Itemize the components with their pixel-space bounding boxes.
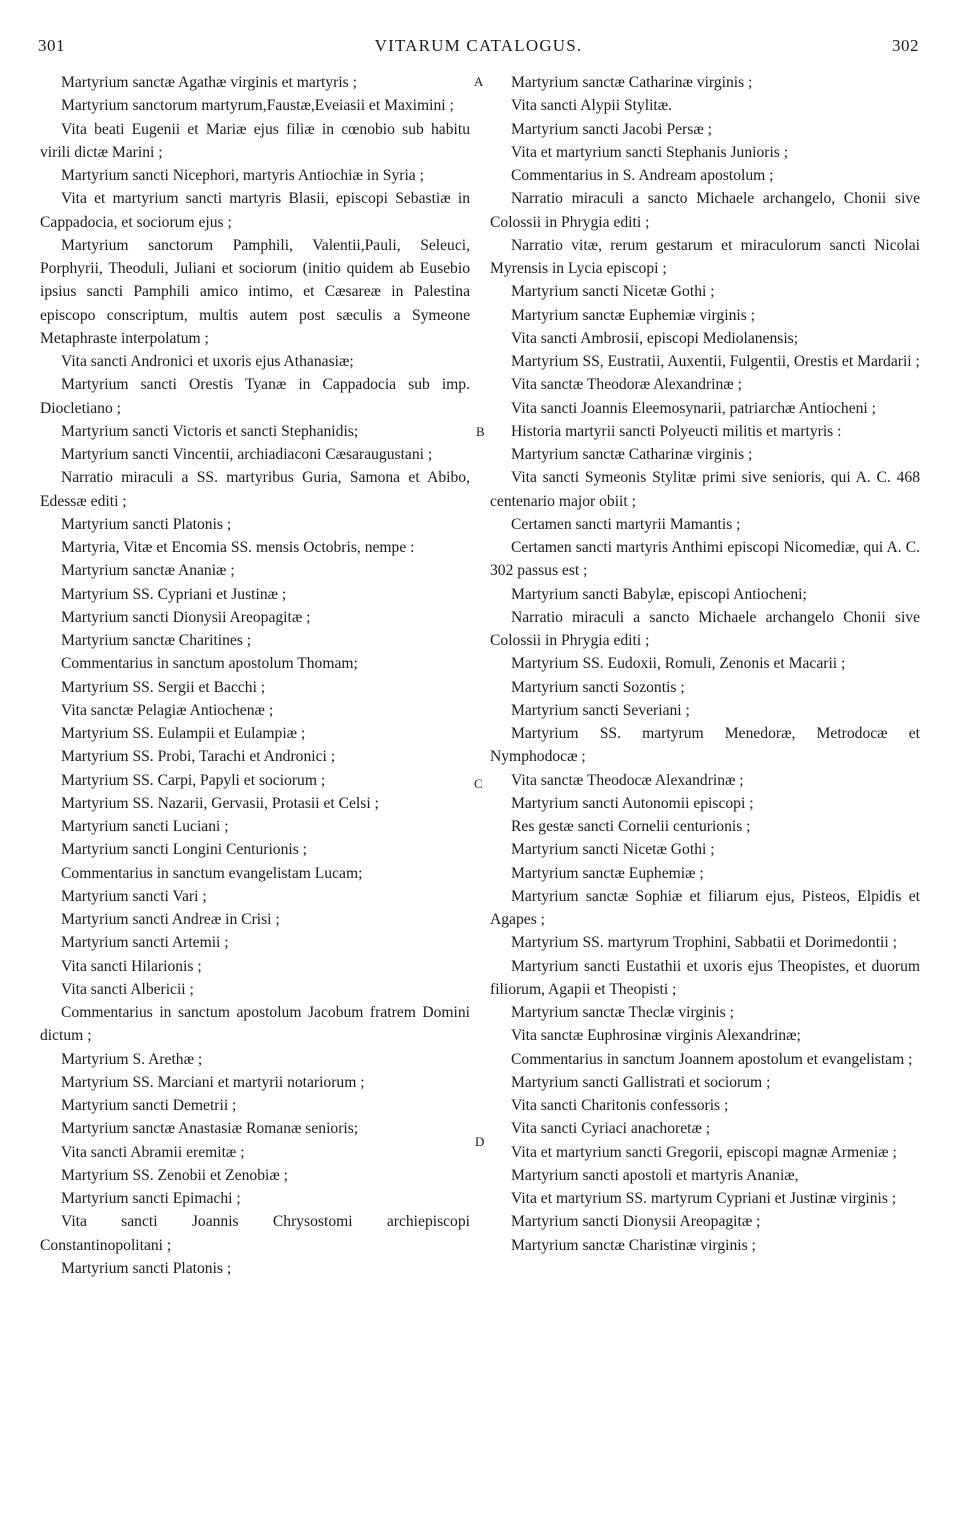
catalog-entry: Vita sanctæ Pelagiæ Antiochenæ ;	[61, 701, 274, 719]
catalog-entry: Vita sancti Albericii ;	[61, 980, 194, 998]
catalog-entry: Narratio miraculi a sancto Michaele archangelo Chonii sive Colossii in Phrygia editi ;	[490, 608, 920, 649]
catalog-entry: Martyrium sancti Artemii ;	[61, 934, 229, 952]
catalog-entry: Commentarius in sanctum Joannem apostolum et evangelistam ;	[511, 1050, 913, 1068]
catalog-entry: Martyrium SS. martyrum Trophini, Sabbatii et Dorimedontii ;	[511, 934, 897, 952]
catalog-entry: Martyrium sancti Jacobi Persæ ;	[511, 120, 712, 138]
catalog-entry: Vita sancti Ambrosii, episcopi Mediolanensis;	[511, 329, 799, 347]
catalog-entry: Martyrium sancti Platonis ;	[61, 515, 232, 533]
catalog-entry: Martyrium sanctæ Ananiæ ;	[61, 562, 235, 580]
catalog-entry: Martyrium sancti Sozontis ;	[511, 678, 685, 696]
catalog-entry: Martyrium sancti Nicetæ Gothi ;	[511, 841, 715, 859]
margin-letter-c: C	[474, 776, 483, 791]
catalog-entry: Martyrium sancti Dionysii Areopagitæ ;	[511, 1213, 761, 1231]
catalog-entry: Martyrium sancti Severiani ;	[511, 701, 690, 719]
catalog-entry: Vita sancti Cyriaci anachoretæ ;	[511, 1120, 711, 1138]
catalog-entry: Vita sancti Charitonis confessoris ;	[511, 1097, 729, 1114]
catalog-entry: Martyrium SS. Sergii et Bacchi ;	[61, 678, 266, 696]
catalog-entry: Martyrium sanctæ Catharinæ virginis ;	[511, 74, 753, 91]
catalog-entry: Martyrium sancti Dionysii Areopagitæ ;	[61, 608, 311, 626]
catalog-entry: Martyrium SS. Eulampii et Eulampiæ ;	[61, 725, 306, 742]
catalog-entry: Martyrium SS. Cypriani et Justinæ ;	[61, 585, 287, 603]
catalog-entry: Martyrium sanctorum martyrum,Faustæ,Eveiasii et Maximini ;	[61, 97, 454, 115]
catalog-entry: Martyrium sancti Vari ;	[61, 887, 207, 905]
left-column	[40, 71, 470, 1280]
catalog-entry: Martyrium SS. Marciani et martyrii notariorum ;	[61, 1073, 365, 1091]
margin-letter-b: B	[476, 424, 485, 439]
catalog-entry: Martyrium sancti Victoris et sancti Stephanidis;	[61, 422, 359, 440]
catalog-entry: Martyrium sancti Andreæ in Crisi ;	[61, 911, 280, 928]
catalog-entry: Martyrium SS. Probi, Tarachi et Andronici ;	[61, 748, 336, 766]
catalog-entry: Vita sancti Abramii eremitæ ;	[61, 1143, 245, 1161]
margin-letter-d: D	[475, 1134, 485, 1149]
catalog-entry: Historia martyrii sancti Polyeucti militis et martyris :	[511, 422, 842, 440]
catalog-entry: Vita et martyrium sancti Stephanis Junioris ;	[511, 143, 789, 161]
catalog-entry: Vita et martyrium sancti Gregorii, episcopi magnæ Armeniæ ;	[511, 1143, 897, 1161]
running-title: VITARUM CATALOGUS.	[374, 36, 583, 55]
catalog-entry: Martyrium sanctorum Pamphili, Valentii,Pauli, Seleuci, Porphyrii, Theoduli, Juliani et sociorum (initio quidem ab Eusebio ipsius sancti Pamphili amico intimo, et Cæsareæ in Palestina episcopo conscriptum, multis autem post sæculis a Symeone Metaphraste interpolatum ;	[40, 236, 470, 347]
catalog-entry: Martyrium SS. Eudoxii, Romuli, Zenonis et Macarii ;	[511, 655, 846, 673]
catalog-entry: Martyrium sanctæ Sophiæ et filiarum ejus, Pisteos, Elpidis et Agapes ;	[490, 887, 920, 928]
catalog-entry: Narratio vitæ, rerum gestarum et miraculorum sancti Nicolai Myrensis in Lycia episcopi ;	[490, 236, 920, 277]
catalog-entry: Martyrium sanctæ Anastasiæ Romanæ senioris;	[61, 1120, 359, 1138]
catalog-entry: Martyrium sanctæ Theclæ virginis ;	[511, 1004, 734, 1021]
catalog-entry: Martyrium sancti apostoli et martyris Ananiæ,	[511, 1166, 799, 1184]
catalog-entry: Martyrium sancti Platonis ;	[61, 1259, 232, 1277]
catalog-entry: Res gestæ sancti Cornelii centurionis ;	[511, 818, 751, 835]
catalog-entry: Martyrium sancti Longini Centurionis ;	[61, 841, 308, 859]
catalog-entry: Vita sanctæ Theodoræ Alexandrinæ ;	[511, 376, 742, 394]
catalog-entry: Vita et martyrium SS. martyrum Cypriani et Justinæ virginis ;	[511, 1190, 897, 1207]
catalog-entry: Martyrium sanctæ Charitines ;	[61, 632, 252, 649]
catalog-entry: Narratio miraculi a sancto Michaele archangelo, Chonii sive Colossii in Phrygia editi ;	[490, 190, 920, 231]
catalog-entry: Certamen sancti martyrii Mamantis ;	[511, 515, 741, 533]
margin-letter-a: A	[474, 74, 484, 89]
catalog-entry: Vita sancti Joannis Eleemosynarii, patriarchæ Antiocheni ;	[511, 399, 876, 417]
right-column	[490, 71, 920, 1257]
catalog-entry: Martyrium SS, Eustratii, Auxentii, Fulgentii, Orestis et Mardarii ;	[511, 353, 920, 370]
catalog-entry: Martyrium SS. martyrum Menedoræ, Metrodocæ et Nymphodocæ ;	[490, 725, 920, 766]
catalog-entry: Martyrium sancti Demetrii ;	[61, 1097, 237, 1114]
catalog-entry: Martyrium sancti Autonomii episcopi ;	[511, 794, 754, 812]
catalog-entry: Vita sancti Andronici et uxoris ejus Athanasiæ;	[61, 353, 354, 370]
catalog-entry: Certamen sancti martyris Anthimi episcopi Nicomediæ, qui A. C. 302 passus est ;	[490, 539, 920, 580]
catalog-entry: Commentarius in sanctum apostolum Jacobum fratrem Domini dictum ;	[40, 1004, 470, 1045]
catalog-entry: Martyrium SS. Nazarii, Gervasii, Protasii et Celsi ;	[61, 794, 379, 812]
catalog-entry: Martyrium sancti Luciani ;	[61, 818, 229, 835]
catalog-entry: Commentarius in sanctum evangelistam Lucam;	[61, 864, 363, 882]
catalog-entry: Martyrium sanctæ Agathæ virginis et martyris ;	[61, 74, 357, 91]
catalog-entry: Martyrium sancti Vincentii, archiadiaconi Cæsaraugustani ;	[61, 446, 433, 463]
catalog-entry: Martyria, Vitæ et Encomia SS. mensis Octobris, nempe :	[61, 539, 415, 556]
catalog-entry: Martyrium sanctæ Euphemiæ virginis ;	[511, 306, 755, 324]
catalog-entry: Vita et martyrium sancti martyris Blasii, episcopi Sebastiæ in Cappadocia, et sociorum ejus ;	[40, 190, 470, 231]
catalog-entry: Martyrium sancti Nicetæ Gothi ;	[511, 283, 715, 301]
page-number-right: 302	[892, 36, 919, 55]
catalog-entry: Martyrium sanctæ Euphemiæ ;	[511, 864, 704, 882]
catalog-entry: Vita sanctæ Theodocæ Alexandrinæ ;	[511, 771, 744, 789]
catalog-entry: Vita sanctæ Euphrosinæ virginis Alexandrinæ;	[511, 1027, 801, 1045]
catalog-entry: Narratio miraculi a SS. martyribus Guria, Samona et Abibo, Edessæ editi ;	[40, 469, 470, 510]
catalog-entry: Martyrium sancti Eustathii et uxoris ejus Theopistes, et duorum filiorum, Agapii et Theopisti ;	[490, 957, 920, 998]
catalog-entry: Martyrium SS. Zenobii et Zenobiæ ;	[61, 1166, 288, 1184]
catalog-entry: Martyrium SS. Carpi, Papyli et sociorum ;	[61, 771, 326, 789]
catalog-entry: Martyrium sancti Epimachi ;	[61, 1190, 241, 1207]
catalog-entry: Martyrium sancti Babylæ, episcopi Antiocheni;	[511, 585, 807, 603]
catalog-entry: Martyrium sanctæ Catharinæ virginis ;	[511, 446, 753, 463]
catalog-entry: Vita sancti Alypii Stylitæ.	[511, 97, 673, 115]
catalog-entry: Commentarius in S. Andream apostolum ;	[511, 167, 774, 184]
catalog-entry: Martyrium sanctæ Charistinæ virginis ;	[511, 1236, 756, 1254]
catalog-entry: Vita beati Eugenii et Mariæ ejus filiæ in cœnobio sub habitu virili dictæ Marini ;	[40, 120, 470, 161]
page-number-left: 301	[38, 36, 65, 55]
catalog-entry: Martyrium sancti Gallistrati et sociorum ;	[511, 1073, 771, 1091]
catalog-entry: Vita sancti Joannis Chrysostomi archiepiscopi Constantinopolitani ;	[40, 1213, 470, 1254]
catalog-entry: Martyrium sancti Orestis Tyanæ in Cappadocia sub imp. Diocletiano ;	[40, 376, 470, 417]
catalog-entry: Martyrium sancti Nicephori, martyris Antiochiæ in Syria ;	[61, 167, 424, 184]
catalog-entry: Vita sancti Symeonis Stylitæ primi sive senioris, qui A. C. 468 centenario major obiit ;	[490, 469, 920, 510]
running-header	[38, 36, 919, 60]
catalog-entry: Commentarius in sanctum apostolum Thomam;	[61, 655, 358, 673]
catalog-entry: Martyrium S. Arethæ ;	[61, 1050, 203, 1068]
catalog-entry: Vita sancti Hilarionis ;	[61, 957, 202, 975]
